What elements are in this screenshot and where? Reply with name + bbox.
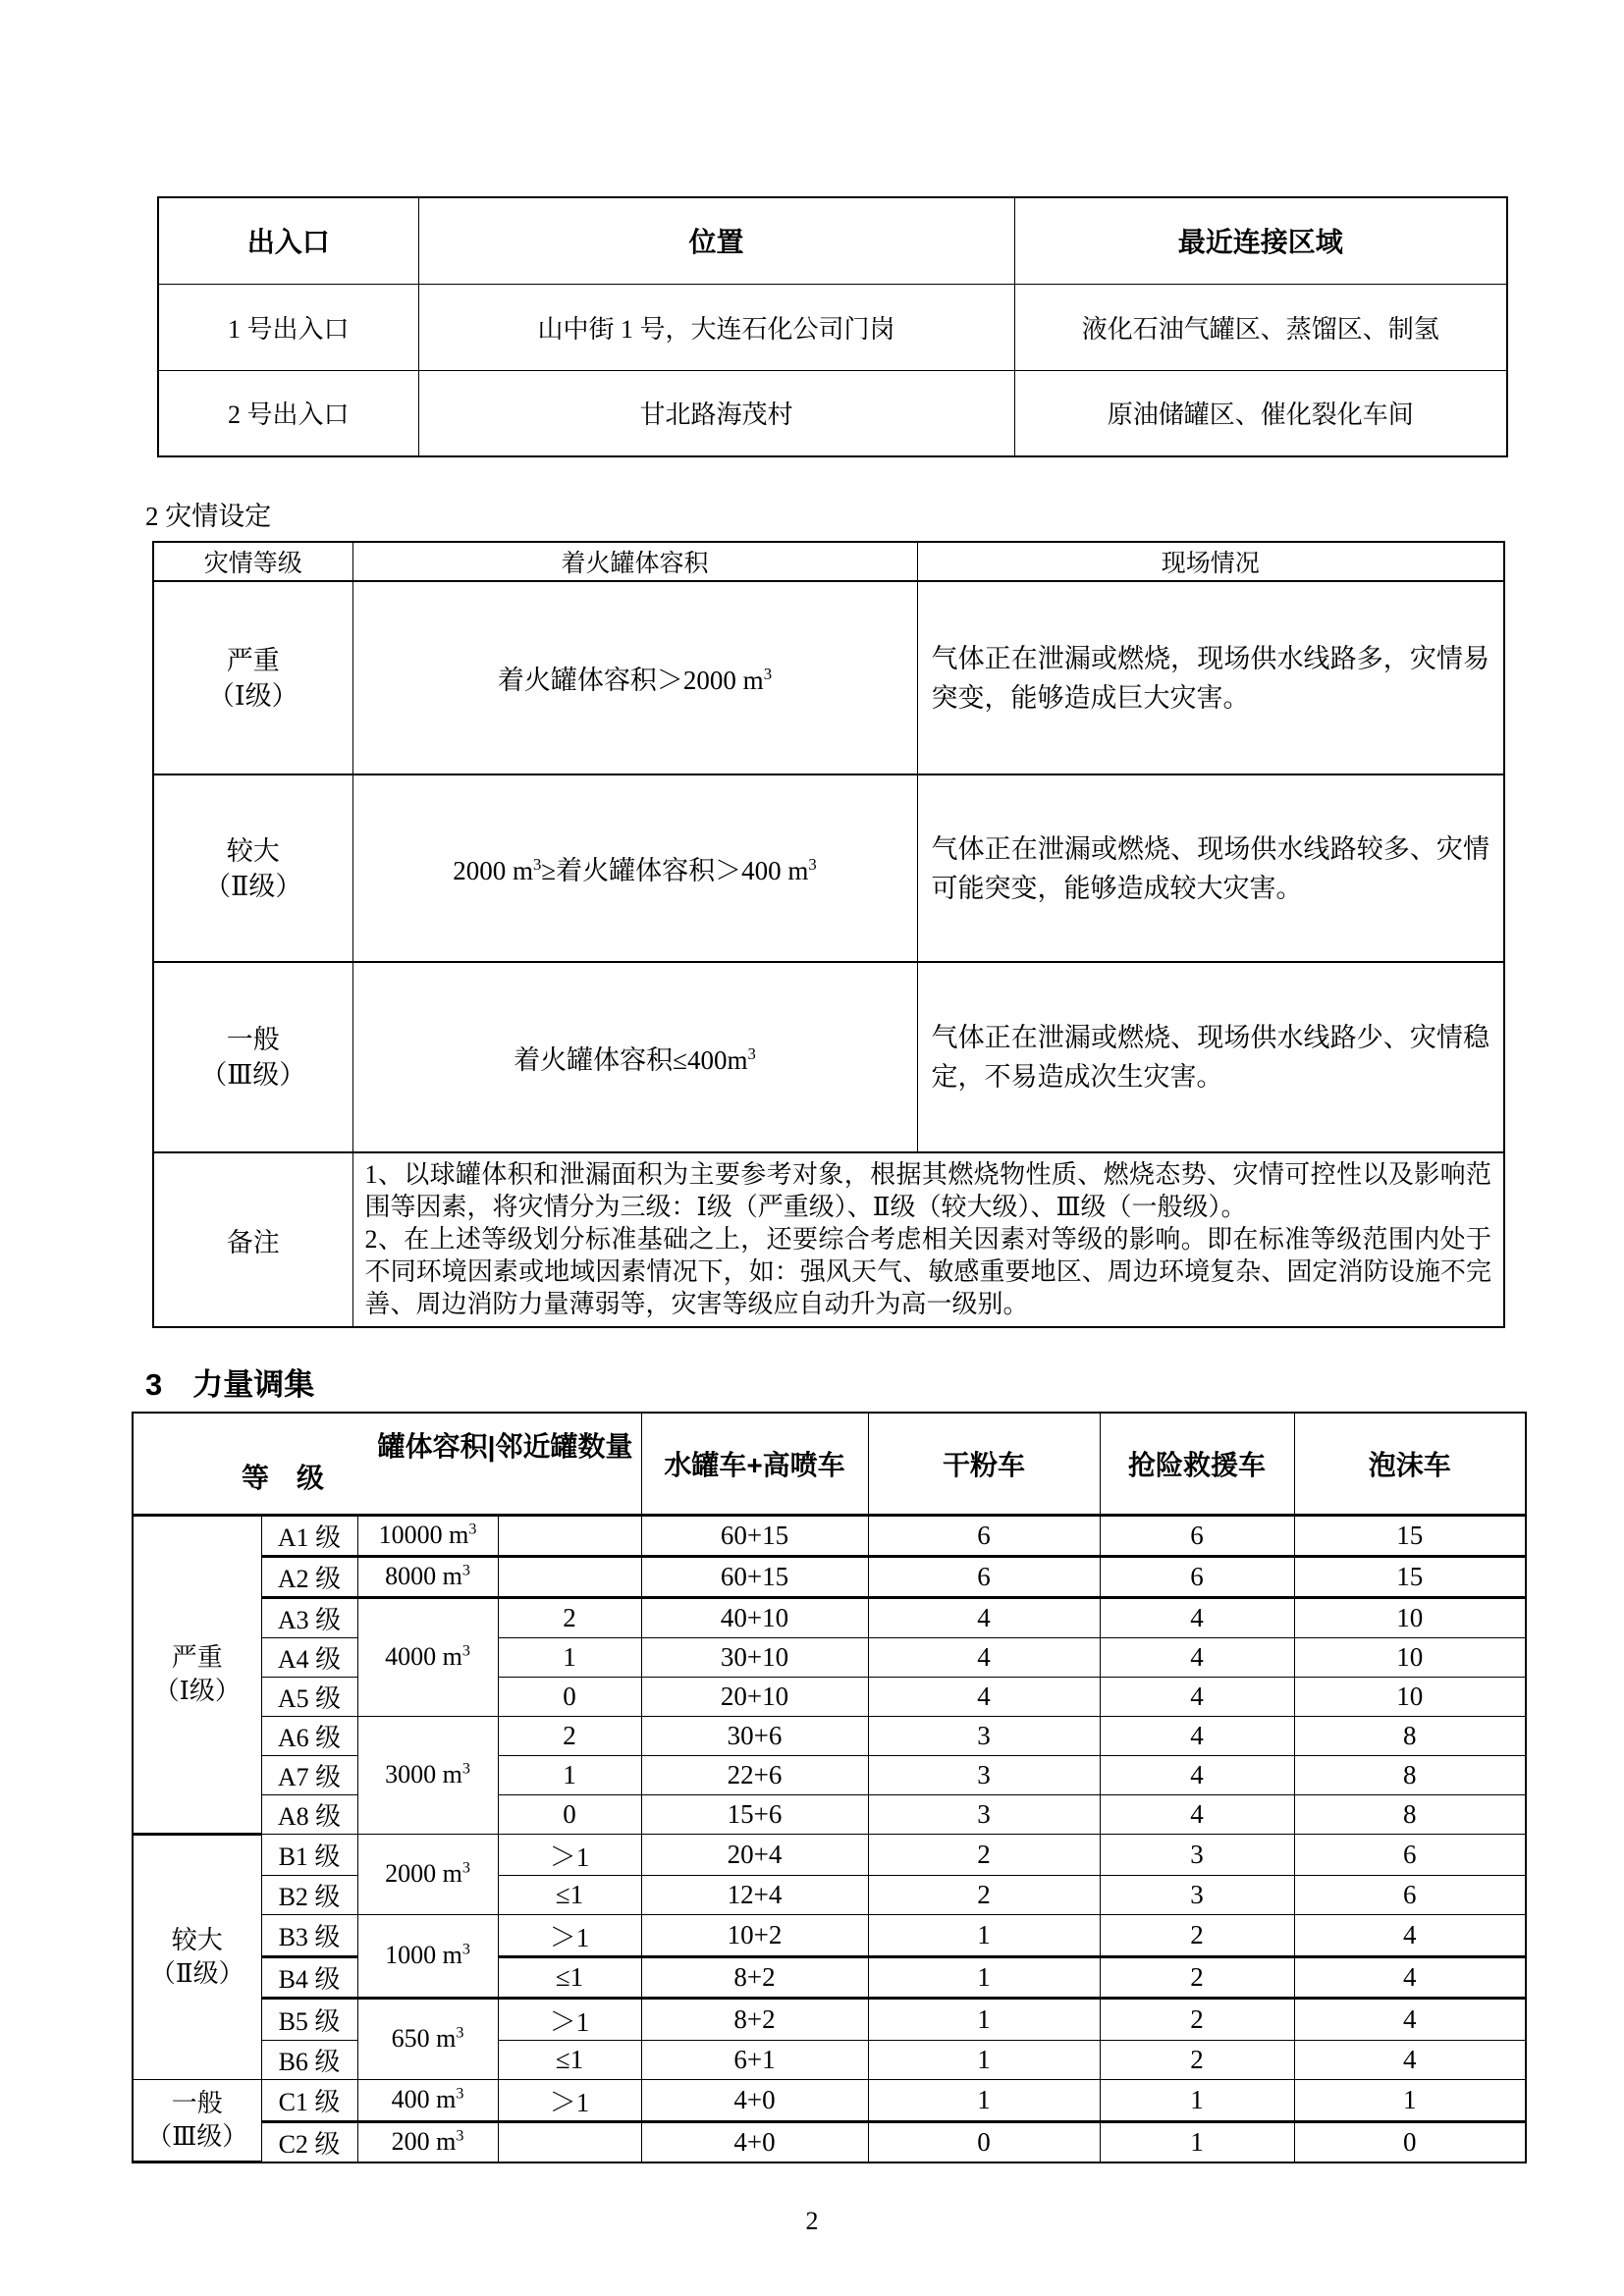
force-volume-cell: 400 $m^3$	[357, 2079, 498, 2121]
force-level-cell: C2 级	[261, 2121, 357, 2163]
force-level-cell: A4 级	[261, 1637, 357, 1677]
severity-name: 一般	[171, 2088, 223, 2117]
section-3-heading: 3 力量调集	[145, 1367, 315, 1402]
force-adjacent-cell: ＞1	[498, 1834, 641, 1875]
force-count-cell: 4	[868, 1637, 1100, 1677]
disaster-table	[152, 541, 1505, 1328]
force-count-cell: 20+10	[641, 1677, 868, 1716]
force-count-cell: 4+0	[641, 2121, 868, 2163]
level-name: 较大	[226, 835, 280, 866]
force-count-cell: 1	[868, 1998, 1100, 2040]
level-grade: （Ⅰ级）	[207, 680, 298, 711]
table-row	[153, 962, 1504, 1152]
force-volume-cell: 200 $m^3$	[357, 2121, 498, 2163]
severity-grade: （Ⅰ级）	[153, 1676, 241, 1705]
force-count-cell: 4	[868, 1597, 1100, 1637]
disaster-table-header-row	[153, 542, 1504, 581]
force-count-cell: 4	[1100, 1794, 1294, 1834]
severity-name: 严重	[171, 1642, 223, 1672]
access-header-nearest-area: 最近连接区域	[1014, 197, 1507, 284]
table-row	[158, 370, 1507, 456]
force-count-cell: 4	[1294, 2040, 1526, 2079]
force-count-cell: 8+2	[641, 1998, 868, 2040]
note-item: 2、在上述等级划分标准基础之上，还要综合考虑相关因素对等级的影响。即在标准等级范围内处于不同环境因素或地域因素情况下，如：强风天气、敏感重要地区、周边环境复杂、固定消防设施不完善、周边消防力量薄弱等，灾害等级应自动升为高一级别。	[364, 1225, 1491, 1318]
force-count-cell: 8	[1294, 1794, 1526, 1834]
severity-group-cell	[133, 1834, 261, 2079]
force-table-row	[133, 1956, 1526, 1998]
force-adjacent-cell	[498, 1515, 641, 1556]
force-count-cell: 4	[1294, 1914, 1526, 1956]
force-adjacent-cell: ＞1	[498, 1914, 641, 1956]
force-adjacent-cell: ≤1	[498, 1875, 641, 1914]
location-cell: 甘北路海茂村	[418, 370, 1014, 456]
force-count-cell: 4	[1100, 1597, 1294, 1637]
force-count-cell: 15+6	[641, 1794, 868, 1834]
section-2-heading: 2 灾情设定	[145, 502, 272, 531]
severity-name: 较大	[171, 1925, 223, 1954]
force-count-cell: 2	[1100, 1914, 1294, 1956]
force-table-row	[133, 1875, 1526, 1914]
disaster-situation-cell: 气体正在泄漏或燃烧，现场供水线路多，灾情易突变，能够造成巨大灾害。	[917, 581, 1504, 774]
force-level-cell: C1 级	[261, 2079, 357, 2121]
corner-header-bottom: 等 级	[242, 1462, 325, 1493]
force-count-cell: 8+2	[641, 1956, 868, 1998]
header-water-tanker: 水罐车+高喷车	[641, 1413, 868, 1515]
access-header-entrance: 出入口	[158, 197, 418, 284]
force-count-cell: 4	[1294, 1956, 1526, 1998]
disaster-volume-cell: 着火罐体容积$\le 400m^3$	[352, 962, 917, 1152]
force-count-cell: 1	[1100, 2121, 1294, 2163]
force-count-cell: 1	[868, 1956, 1100, 1998]
force-count-cell: 4	[1100, 1637, 1294, 1677]
force-level-cell: A6 级	[261, 1716, 357, 1755]
disaster-header-volume: 着火罐体容积	[352, 542, 917, 581]
level-grade: （Ⅲ级）	[200, 1060, 306, 1090]
force-count-cell: 6	[868, 1556, 1100, 1597]
table-row	[153, 774, 1504, 962]
notes-content-cell	[352, 1152, 1504, 1327]
disaster-volume-cell: 着火罐体容积＞2000 $m^3$	[352, 581, 917, 774]
force-count-cell: 6	[868, 1515, 1100, 1556]
force-count-cell: 15	[1294, 1556, 1526, 1597]
force-table-row	[133, 1677, 1526, 1716]
disaster-situation-cell: 气体正在泄漏或燃烧、现场供水线路少、灾情稳定，不易造成次生灾害。	[917, 962, 1504, 1152]
force-count-cell: 2	[868, 1875, 1100, 1914]
notes-row	[153, 1152, 1504, 1327]
disaster-header-level: 灾情等级	[153, 542, 352, 581]
force-count-cell: 6	[1100, 1556, 1294, 1597]
force-count-cell: 0	[868, 2121, 1100, 2163]
force-count-cell: 4	[868, 1677, 1100, 1716]
force-count-cell: 10+2	[641, 1914, 868, 1956]
force-count-cell: 3	[868, 1794, 1100, 1834]
force-adjacent-cell: 0	[498, 1677, 641, 1716]
severity-grade: （Ⅲ级）	[146, 2121, 248, 2151]
severity-group-cell	[133, 1515, 261, 1834]
force-count-cell: 4+0	[641, 2079, 868, 2121]
force-count-cell: 1	[868, 2079, 1100, 2121]
force-table-row	[133, 2079, 1526, 2121]
force-count-cell: 3	[1100, 1875, 1294, 1914]
force-level-cell: B4 级	[261, 1956, 357, 1998]
force-adjacent-cell: 1	[498, 1637, 641, 1677]
force-adjacent-cell: ≤1	[498, 2040, 641, 2079]
force-count-cell: 60+15	[641, 1515, 868, 1556]
force-level-cell: A3 级	[261, 1597, 357, 1637]
force-adjacent-cell: 1	[498, 1755, 641, 1794]
force-level-cell: A1 级	[261, 1515, 357, 1556]
force-volume-cell: 650 $m^3$	[357, 1998, 498, 2079]
disaster-level-cell	[153, 581, 352, 774]
force-level-cell: B3 级	[261, 1914, 357, 1956]
force-count-cell: 10	[1294, 1597, 1526, 1637]
force-count-cell: 15	[1294, 1515, 1526, 1556]
force-count-cell: 6	[1294, 1834, 1526, 1875]
force-level-cell: A2 级	[261, 1556, 357, 1597]
force-level-cell: A7 级	[261, 1755, 357, 1794]
force-volume-cell: 8000 $m^3$	[357, 1556, 498, 1597]
force-count-cell: 4	[1100, 1755, 1294, 1794]
nearest-area-cell: 液化石油气罐区、蒸馏区、制氢	[1014, 284, 1507, 370]
force-adjacent-cell: 2	[498, 1597, 641, 1637]
force-count-cell: 2	[1100, 1956, 1294, 1998]
disaster-situation-cell: 气体正在泄漏或燃烧、现场供水线路较多、灾情可能突变，能够造成较大灾害。	[917, 774, 1504, 962]
force-count-cell: 6	[1100, 1515, 1294, 1556]
force-count-cell: 2	[1100, 1998, 1294, 2040]
force-table-row	[133, 1794, 1526, 1834]
force-count-cell: 3	[1100, 1834, 1294, 1875]
force-count-cell: 1	[1100, 2079, 1294, 2121]
force-count-cell: 10	[1294, 1637, 1526, 1677]
force-count-cell: 12+4	[641, 1875, 868, 1914]
force-table-row	[133, 1998, 1526, 2040]
force-count-cell: 20+4	[641, 1834, 868, 1875]
force-table-row	[133, 1755, 1526, 1794]
force-level-cell: B6 级	[261, 2040, 357, 2079]
force-volume-cell: 10000 $m^3$	[357, 1515, 498, 1556]
force-table-row	[133, 1597, 1526, 1637]
force-table-row	[133, 1556, 1526, 1597]
entrance-cell: 1 号出入口	[158, 284, 418, 370]
force-count-cell: 22+6	[641, 1755, 868, 1794]
force-count-cell: 1	[1294, 2079, 1526, 2121]
force-table-row	[133, 1834, 1526, 1875]
force-level-cell: A5 级	[261, 1677, 357, 1716]
force-level-cell: B2 级	[261, 1875, 357, 1914]
severity-group-cell	[133, 2079, 261, 2163]
force-count-cell: 30+10	[641, 1637, 868, 1677]
force-volume-cell: 3000 $m^3$	[357, 1716, 498, 1834]
force-table-row	[133, 2040, 1526, 2079]
severity-grade: （Ⅱ级）	[149, 1958, 244, 1988]
header-foam: 泡沫车	[1294, 1413, 1526, 1515]
force-adjacent-cell: ＞1	[498, 2079, 641, 2121]
header-rescue: 抢险救援车	[1100, 1413, 1294, 1515]
force-level-cell: B5 级	[261, 1998, 357, 2040]
level-grade: （Ⅱ级）	[204, 871, 302, 901]
access-header-location: 位置	[418, 197, 1014, 284]
disaster-level-cell	[153, 774, 352, 962]
notes-label-cell: 备注	[153, 1152, 352, 1327]
disaster-header-situation: 现场情况	[917, 542, 1504, 581]
force-count-cell: 3	[868, 1716, 1100, 1755]
force-volume-cell: 1000 $m^3$	[357, 1914, 498, 1998]
force-adjacent-cell: 0	[498, 1794, 641, 1834]
page-number: 2	[805, 2207, 819, 2235]
force-adjacent-cell	[498, 1556, 641, 1597]
level-name: 严重	[226, 645, 280, 675]
corner-header-cell	[133, 1413, 641, 1515]
force-adjacent-cell: ＞1	[498, 1998, 641, 2040]
force-adjacent-cell	[498, 2121, 641, 2163]
force-level-cell: B1 级	[261, 1834, 357, 1875]
force-table-row	[133, 1637, 1526, 1677]
force-table-body	[133, 1515, 1526, 2163]
force-count-cell: 1	[868, 2040, 1100, 2079]
table-row	[158, 284, 1507, 370]
force-count-cell: 0	[1294, 2121, 1526, 2163]
force-table-row	[133, 1515, 1526, 1556]
force-table	[132, 1412, 1527, 2163]
force-table-row	[133, 1914, 1526, 1956]
level-name: 一般	[226, 1025, 280, 1054]
access-table	[157, 196, 1508, 457]
force-count-cell: 6	[1294, 1875, 1526, 1914]
force-count-cell: 2	[1100, 2040, 1294, 2079]
force-count-cell: 6+1	[641, 2040, 868, 2079]
force-count-cell: 4	[1294, 1998, 1526, 2040]
force-count-cell: 40+10	[641, 1597, 868, 1637]
force-count-cell: 1	[868, 1914, 1100, 1956]
force-volume-cell: 2000 $m^3$	[357, 1834, 498, 1914]
location-cell: 山中街 1 号，大连石化公司门岗	[418, 284, 1014, 370]
force-count-cell: 2	[868, 1834, 1100, 1875]
header-dry-powder: 干粉车	[868, 1413, 1100, 1515]
force-level-cell: A8 级	[261, 1794, 357, 1834]
force-count-cell: 4	[1100, 1677, 1294, 1716]
force-table-row	[133, 1716, 1526, 1755]
force-count-cell: 60+15	[641, 1556, 868, 1597]
force-count-cell: 8	[1294, 1755, 1526, 1794]
force-count-cell: 3	[868, 1755, 1100, 1794]
nearest-area-cell: 原油储罐区、催化裂化车间	[1014, 370, 1507, 456]
entrance-cell: 2 号出入口	[158, 370, 418, 456]
force-count-cell: 10	[1294, 1677, 1526, 1716]
access-table-header-row	[158, 197, 1507, 284]
force-table-row	[133, 2121, 1526, 2163]
disaster-volume-cell: 2000 $m^3\ge$着火罐体容积＞400 $m^3$	[352, 774, 917, 962]
disaster-level-cell	[153, 962, 352, 1152]
force-adjacent-cell: ≤1	[498, 1956, 641, 1998]
force-adjacent-cell: 2	[498, 1716, 641, 1755]
corner-header-top: 罐体容积|邻近罐数量	[377, 1431, 633, 1462]
force-table-header-row	[133, 1413, 1526, 1515]
force-count-cell: 4	[1100, 1716, 1294, 1755]
force-count-cell: 30+6	[641, 1716, 868, 1755]
note-item: 1、以球罐体积和泄漏面积为主要参考对象，根据其燃烧物性质、燃烧态势、灾情可控性以及影响范围等因素，将灾情分为三级：Ⅰ级（严重级）、Ⅱ级（较大级）、Ⅲ级（一般级）。	[364, 1160, 1491, 1221]
force-count-cell: 8	[1294, 1716, 1526, 1755]
table-row	[153, 581, 1504, 774]
force-volume-cell: 4000 $m^3$	[357, 1597, 498, 1716]
